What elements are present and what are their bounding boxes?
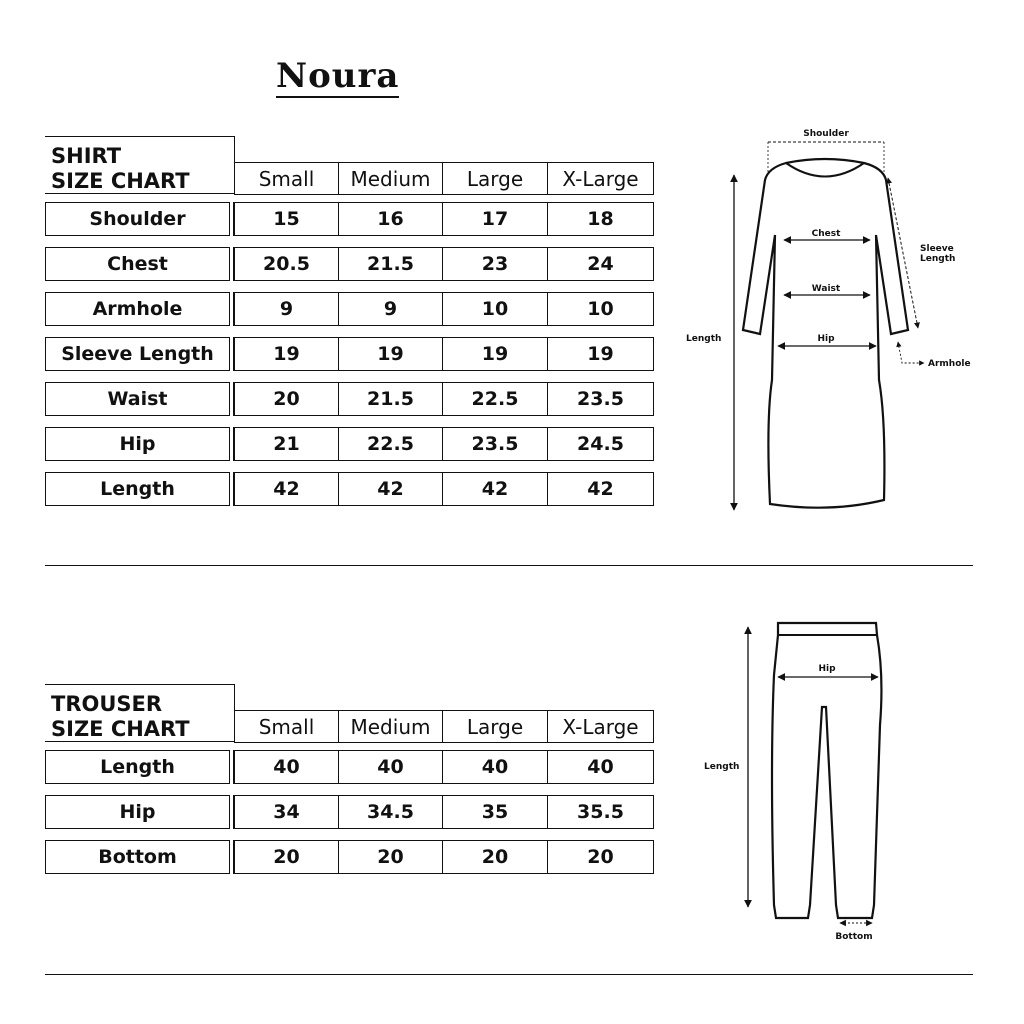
shirt-size-chart-title (45, 136, 235, 194)
trouser-title-line2: SIZE CHART (51, 717, 190, 741)
shirt-table-cell: 19 (234, 337, 339, 371)
shirt-title-line1: SHIRT (51, 144, 122, 168)
shirt-table-cell: 18 (547, 202, 654, 236)
waist-label: Waist (811, 284, 841, 294)
shirt-table-cell: 23.5 (442, 427, 548, 461)
shirt-table-cell: 22.5 (338, 427, 443, 461)
shirt-row-label: Chest (45, 247, 230, 281)
trouser-table-cell: 40 (547, 750, 654, 784)
shirt-table-cell: 23 (442, 247, 548, 281)
shirt-table-cell: 10 (442, 292, 548, 326)
shirt-table-cell: 42 (338, 472, 443, 506)
armhole-label: Armhole (928, 359, 971, 369)
trouser-table-cell: 34.5 (338, 795, 443, 829)
shirt-table-cell: 17 (442, 202, 548, 236)
length-label: Length (686, 334, 722, 344)
shirt-table-cell: 42 (442, 472, 548, 506)
shirt-table-cell: 20 (234, 382, 339, 416)
shirt-col-small: Small (234, 162, 339, 195)
shirt-row-label: Waist (45, 382, 230, 416)
shirt-title-line2: SIZE CHART (51, 169, 190, 193)
shirt-table-cell: 10 (547, 292, 654, 326)
shirt-table-cell: 22.5 (442, 382, 548, 416)
shirt-col-xlarge: X-Large (547, 162, 654, 195)
shirt-table-cell: 19 (442, 337, 548, 371)
trouser-table-cell: 40 (338, 750, 443, 784)
trouser-title-line1: TROUSER (51, 692, 163, 716)
trouser-row-label: Length (45, 750, 230, 784)
shirt-table-cell: 9 (338, 292, 443, 326)
trouser-row-label: Bottom (45, 840, 230, 874)
shirt-table-cell: 19 (338, 337, 443, 371)
shirt-table-cell: 42 (547, 472, 654, 506)
shirt-table-cell: 21.5 (338, 382, 443, 416)
shirt-table-cell: 9 (234, 292, 339, 326)
shirt-measurement-diagram (680, 120, 990, 520)
section-divider-2 (45, 974, 973, 975)
shirt-table-cell: 19 (547, 337, 654, 371)
trouser-size-chart-title (45, 684, 235, 742)
trouser-col-small: Small (234, 710, 339, 743)
hip-label: Hip (817, 334, 835, 344)
trouser-table-cell: 20 (442, 840, 548, 874)
trouser-col-large: Large (442, 710, 548, 743)
trouser-table-cell: 34 (234, 795, 339, 829)
shirt-table-cell: 42 (234, 472, 339, 506)
shirt-row-label: Length (45, 472, 230, 506)
shirt-row-label: Sleeve Length (45, 337, 230, 371)
shirt-table-cell: 20.5 (234, 247, 339, 281)
chest-label: Chest (811, 229, 841, 239)
shirt-table-cell: 15 (234, 202, 339, 236)
sleeve-label-2: Length (920, 254, 956, 264)
trouser-bottom-label: Bottom (835, 932, 873, 942)
trouser-row-label: Hip (45, 795, 230, 829)
shoulder-label: Shoulder (803, 129, 849, 139)
brand-logo: Noura (276, 56, 400, 96)
trouser-col-xlarge: X-Large (547, 710, 654, 743)
shirt-table-cell: 24.5 (547, 427, 654, 461)
trouser-measurement-diagram (700, 615, 900, 950)
shirt-row-label: Hip (45, 427, 230, 461)
shirt-col-medium: Medium (338, 162, 443, 195)
shirt-table-cell: 24 (547, 247, 654, 281)
shirt-row-label: Armhole (45, 292, 230, 326)
shirt-table-cell: 21 (234, 427, 339, 461)
trouser-table-cell: 40 (234, 750, 339, 784)
sleeve-label-1: Sleeve (920, 244, 954, 254)
shirt-table-cell: 16 (338, 202, 443, 236)
section-divider-1 (45, 565, 973, 566)
shirt-row-label: Shoulder (45, 202, 230, 236)
trouser-col-medium: Medium (338, 710, 443, 743)
trouser-hip-label: Hip (818, 664, 836, 674)
shirt-table-cell: 21.5 (338, 247, 443, 281)
trouser-table-cell: 40 (442, 750, 548, 784)
trouser-table-cell: 20 (234, 840, 339, 874)
trouser-table-cell: 35.5 (547, 795, 654, 829)
trouser-table-cell: 20 (338, 840, 443, 874)
shirt-col-large: Large (442, 162, 548, 195)
trouser-length-label: Length (704, 762, 740, 772)
shirt-table-cell: 23.5 (547, 382, 654, 416)
trouser-table-cell: 20 (547, 840, 654, 874)
trouser-table-cell: 35 (442, 795, 548, 829)
